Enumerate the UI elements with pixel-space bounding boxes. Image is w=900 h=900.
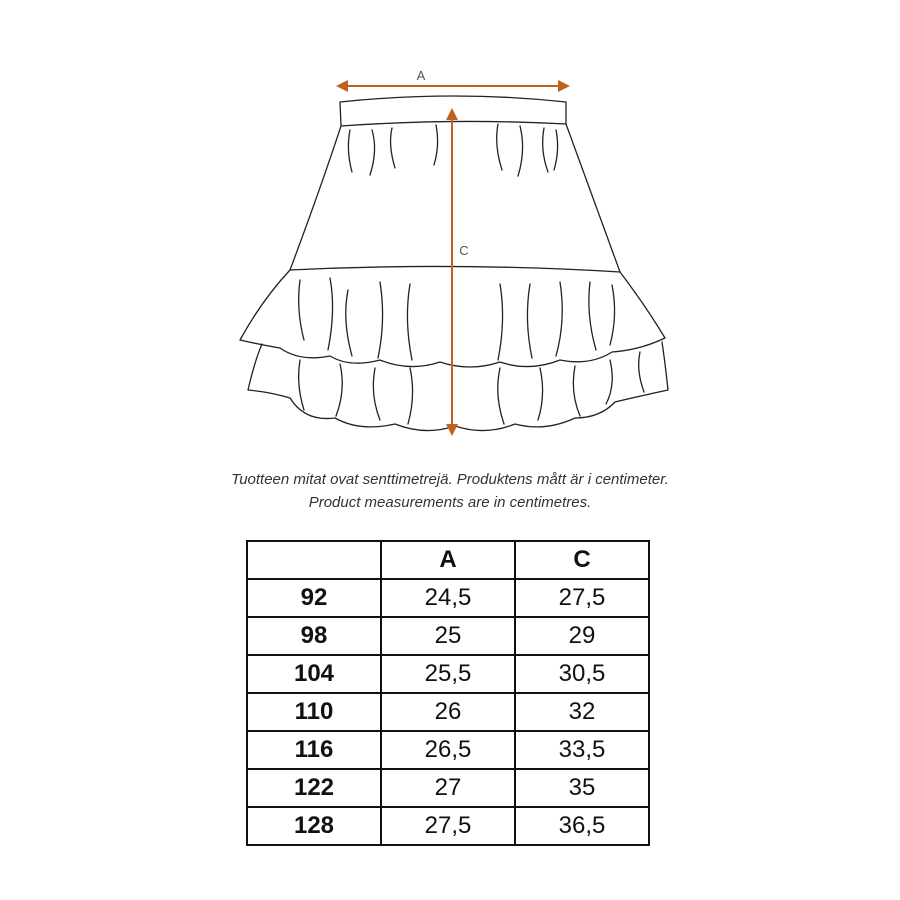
table-header-row xyxy=(247,541,649,579)
table-row xyxy=(247,693,649,731)
size-cell: 122 xyxy=(247,769,381,807)
measurement-a-cell: 26,5 xyxy=(381,731,515,769)
size-cell: 92 xyxy=(247,579,381,617)
table-row xyxy=(247,807,649,845)
header-c: C xyxy=(515,541,649,579)
measurement-c-cell: 27,5 xyxy=(515,579,649,617)
size-table xyxy=(246,540,650,846)
dimension-c-label: C xyxy=(459,243,469,258)
measurement-a-cell: 27,5 xyxy=(381,807,515,845)
measurement-c-cell: 36,5 xyxy=(515,807,649,845)
dimension-c-arrow xyxy=(446,108,458,436)
dimension-a-arrow xyxy=(336,80,570,92)
measurement-a-cell: 24,5 xyxy=(381,579,515,617)
measurement-note-fi-sv: Tuotteen mitat ovat senttimetrejä. Produktens mått är i centimeter. xyxy=(231,471,669,488)
header-size xyxy=(247,541,381,579)
measurement-a-cell: 25,5 xyxy=(381,655,515,693)
measurement-a-cell: 27 xyxy=(381,769,515,807)
size-cell: 128 xyxy=(247,807,381,845)
measurement-a-cell: 25 xyxy=(381,617,515,655)
size-cell: 98 xyxy=(247,617,381,655)
table-row xyxy=(247,655,649,693)
table-row xyxy=(247,617,649,655)
measurement-c-cell: 32 xyxy=(515,693,649,731)
table-row xyxy=(247,731,649,769)
skirt-body xyxy=(290,124,620,272)
size-cell: 116 xyxy=(247,731,381,769)
table-row xyxy=(247,769,649,807)
size-cell: 110 xyxy=(247,693,381,731)
measurement-c-cell: 35 xyxy=(515,769,649,807)
size-cell: 104 xyxy=(247,655,381,693)
measurement-a-cell: 26 xyxy=(381,693,515,731)
dimension-a-label: A xyxy=(416,68,426,83)
header-a: A xyxy=(381,541,515,579)
table-row xyxy=(247,579,649,617)
measurement-c-cell: 30,5 xyxy=(515,655,649,693)
measurement-c-cell: 29 xyxy=(515,617,649,655)
measurement-note-en: Product measurements are in centimetres. xyxy=(308,494,592,511)
measurement-c-cell: 33,5 xyxy=(515,731,649,769)
